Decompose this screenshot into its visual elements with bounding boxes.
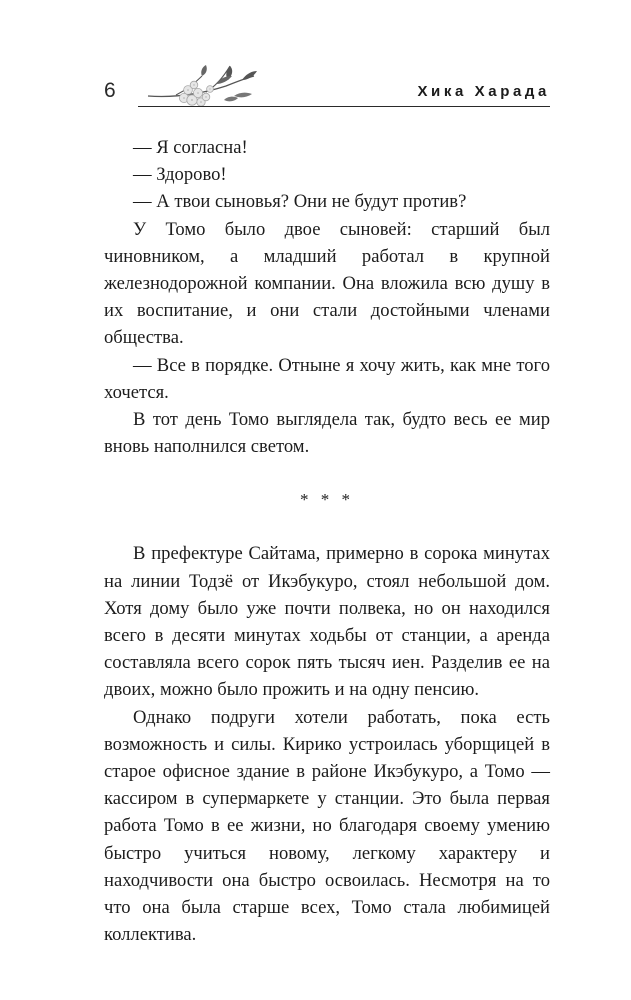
page-header — [104, 62, 550, 110]
dialogue-line: — А твои сыновья? Они не будут против? — [133, 191, 467, 213]
scene-break: * * * — [300, 490, 354, 510]
running-title: Хика Харада — [417, 83, 550, 100]
header-rule — [138, 106, 550, 107]
body-paragraph: В тот день Томо выглядела так, будто весь ее мир вновь наполнился светом. — [104, 409, 550, 458]
page-number: 6 — [104, 79, 116, 102]
dialogue-line: — Все в порядке. Отныне я хочу жить, как мне того хочется. — [104, 354, 550, 403]
body-paragraph: В префектуре Сайтама, примерно в сорока минутах на линии Тодзё от Икэбукуро, стоял небольшой дом. Хотя дому было уже почти полвека, но он находился всего в десяти минутах ходьбы от станции, а аренда составляла всего сорок пять тысяч иен. Разделив ее на двоих, можно было прожить и на одну пенсию. — [104, 543, 550, 701]
page-body — [104, 134, 550, 948]
body-paragraph: У Томо было двое сыновей: старший был чиновником, а младший работал в крупной железнодорожной компании. Она вложила всю душу в их воспитание, и они стали достойными членами общества. — [104, 218, 550, 349]
dialogue-line: — Здорово! — [133, 164, 227, 186]
berry-branch-icon — [146, 62, 258, 110]
body-paragraph: Однако подруги хотели работать, пока есть возможность и силы. Кирико устроилась уборщицей в старое офисное здание в районе Икэбукуро, а Томо — кассиром в супермаркете у станции. Это была первая работа Томо в ее жизни, но благодаря своему умению быстро учиться новому, легкому характеру и находчивости она быстро освоилась. Несмотря на то что она была старше всех, Томо стала любимицей коллектива. — [104, 706, 550, 946]
dialogue-line: — Я согласна! — [133, 137, 248, 158]
